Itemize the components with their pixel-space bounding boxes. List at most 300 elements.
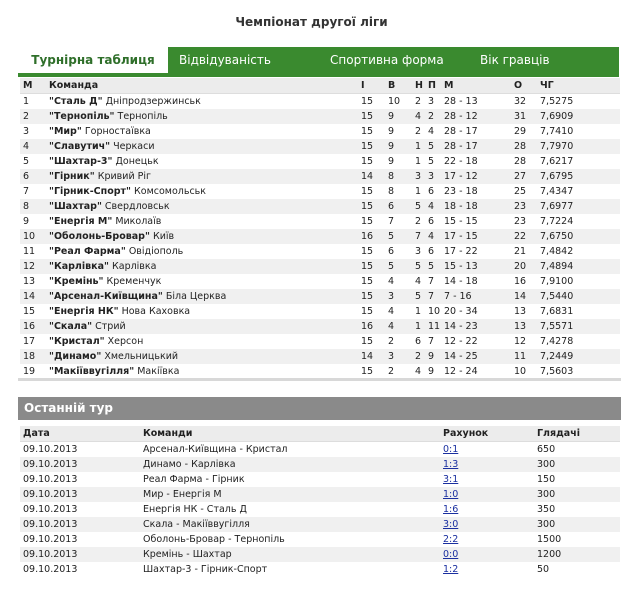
match-teams: Шахтар-3 - Гірник-Спорт	[140, 562, 440, 577]
played-cell: 14	[358, 349, 385, 364]
played-cell: 15	[358, 124, 385, 139]
team-cell	[46, 169, 358, 184]
played-cell: 15	[358, 94, 385, 110]
wins-cell: 6	[385, 244, 412, 259]
played-cell: 15	[358, 364, 385, 379]
draws-cell: 4	[412, 109, 425, 124]
avg-cell: 7,6217	[537, 154, 620, 169]
match-row	[20, 487, 620, 502]
match-row	[20, 457, 620, 472]
standings-row	[20, 199, 620, 214]
losses-cell: 11	[425, 319, 441, 334]
score-cell	[440, 547, 534, 562]
match-row	[20, 547, 620, 562]
standings-row	[20, 169, 620, 184]
wins-cell: 4	[385, 304, 412, 319]
team-cell	[46, 154, 358, 169]
team-name[interactable]: "Арсенал-Київщина"	[49, 291, 163, 302]
losses-cell: 7	[425, 334, 441, 349]
played-cell: 15	[358, 154, 385, 169]
losses-cell: 7	[425, 274, 441, 289]
team-city: Комсомольськ	[134, 186, 207, 197]
team-cell	[46, 364, 358, 379]
match-attendance: 50	[534, 562, 620, 577]
last-round-title: Останній тур	[24, 401, 114, 415]
standings-row	[20, 274, 620, 289]
wins-cell: 9	[385, 154, 412, 169]
team-name[interactable]: "Скала"	[49, 321, 93, 332]
wins-cell: 4	[385, 274, 412, 289]
draws-cell: 1	[412, 139, 425, 154]
draws-cell: 1	[412, 184, 425, 199]
col-header-played: І	[358, 78, 385, 94]
draws-cell: 2	[412, 349, 425, 364]
team-city: Нова Каховка	[121, 306, 191, 317]
team-city: Свердловськ	[104, 201, 170, 212]
standings-row	[20, 139, 620, 154]
position-cell: 9	[20, 214, 46, 229]
goals-cell: 15 - 15	[441, 214, 511, 229]
points-cell: 10	[511, 364, 537, 379]
position-cell: 10	[20, 229, 46, 244]
avg-cell: 7,5275	[537, 94, 620, 110]
match-attendance: 1200	[534, 547, 620, 562]
goals-cell: 17 - 12	[441, 169, 511, 184]
wins-cell: 9	[385, 109, 412, 124]
tab-player-age[interactable]: Вік гравців	[480, 53, 550, 67]
match-attendance: 1500	[534, 532, 620, 547]
position-cell: 14	[20, 289, 46, 304]
standings-table	[20, 78, 620, 379]
goals-cell: 14 - 23	[441, 319, 511, 334]
losses-cell: 3	[425, 94, 441, 110]
points-cell: 32	[511, 94, 537, 110]
avg-cell: 7,6750	[537, 229, 620, 244]
col-header-draws: Н	[412, 78, 425, 94]
tab-form[interactable]: Спортивна форма	[330, 53, 444, 67]
tab-standings[interactable]: Турнірна таблиця	[18, 47, 168, 74]
col-header-team: Команда	[46, 78, 358, 94]
goals-cell: 12 - 24	[441, 364, 511, 379]
team-city: Карлівка	[112, 261, 157, 272]
draws-cell: 1	[412, 304, 425, 319]
team-city: Черкаси	[113, 141, 155, 152]
match-teams: Оболонь-Бровар - Тернопіль	[140, 532, 440, 547]
avg-cell: 7,4842	[537, 244, 620, 259]
match-date: 09.10.2013	[20, 457, 140, 472]
standings-row	[20, 214, 620, 229]
draws-cell: 7	[412, 229, 425, 244]
played-cell: 15	[358, 184, 385, 199]
standings-row	[20, 289, 620, 304]
team-city: Стрий	[95, 321, 126, 332]
team-cell	[46, 184, 358, 199]
points-cell: 13	[511, 304, 537, 319]
losses-cell: 10	[425, 304, 441, 319]
match-date: 09.10.2013	[20, 487, 140, 502]
goals-cell: 18 - 18	[441, 199, 511, 214]
col-header-date: Дата	[20, 426, 140, 442]
standings-row	[20, 124, 620, 139]
match-score-link[interactable]: 3:1	[443, 474, 459, 485]
last-round-header-row	[20, 426, 620, 442]
team-city: Дніпродзержинськ	[105, 96, 201, 107]
points-cell: 20	[511, 259, 537, 274]
standings-row	[20, 244, 620, 259]
draws-cell: 1	[412, 154, 425, 169]
goals-cell: 7 - 16	[441, 289, 511, 304]
team-name[interactable]: "Гірник-Спорт"	[49, 186, 131, 197]
played-cell: 15	[358, 244, 385, 259]
match-row	[20, 517, 620, 532]
losses-cell: 9	[425, 349, 441, 364]
match-score-link[interactable]: 1:0	[443, 489, 459, 500]
position-cell: 4	[20, 139, 46, 154]
goals-cell: 28 - 17	[441, 124, 511, 139]
played-cell: 15	[358, 199, 385, 214]
standings-row	[20, 184, 620, 199]
team-name[interactable]: "Тернопіль"	[49, 111, 115, 122]
draws-cell: 2	[412, 94, 425, 110]
wins-cell: 3	[385, 349, 412, 364]
last-round-table	[20, 426, 620, 577]
match-row	[20, 502, 620, 517]
goals-cell: 15 - 13	[441, 259, 511, 274]
match-teams: Кремінь - Шахтар	[140, 547, 440, 562]
position-cell: 5	[20, 154, 46, 169]
goals-cell: 14 - 25	[441, 349, 511, 364]
points-cell: 22	[511, 229, 537, 244]
last-round-bar	[18, 397, 621, 420]
match-score-link[interactable]: 1:2	[443, 564, 459, 575]
points-cell: 21	[511, 244, 537, 259]
team-cell	[46, 229, 358, 244]
avg-cell: 7,5571	[537, 319, 620, 334]
played-cell: 15	[358, 109, 385, 124]
team-city: Овідіополь	[128, 246, 184, 257]
match-date: 09.10.2013	[20, 442, 140, 458]
avg-cell: 7,7970	[537, 139, 620, 154]
standings-row	[20, 154, 620, 169]
team-cell	[46, 244, 358, 259]
losses-cell: 5	[425, 139, 441, 154]
played-cell: 16	[358, 229, 385, 244]
team-name[interactable]: "Карлівка"	[49, 261, 109, 272]
match-teams: Енергія НК - Сталь Д	[140, 502, 440, 517]
wins-cell: 3	[385, 289, 412, 304]
team-name[interactable]: "Реал Фарма"	[49, 246, 126, 257]
losses-cell: 3	[425, 169, 441, 184]
match-row	[20, 442, 620, 458]
team-cell	[46, 289, 358, 304]
wins-cell: 9	[385, 124, 412, 139]
team-city: Херсон	[107, 336, 144, 347]
col-header-attendance: Глядачі	[534, 426, 620, 442]
position-cell: 15	[20, 304, 46, 319]
team-name[interactable]: "Сталь Д"	[49, 96, 103, 107]
points-cell: 23	[511, 214, 537, 229]
avg-cell: 7,7410	[537, 124, 620, 139]
points-cell: 12	[511, 334, 537, 349]
team-cell	[46, 274, 358, 289]
col-header-score: Рахунок	[440, 426, 534, 442]
standings-header-row	[20, 78, 620, 94]
wins-cell: 4	[385, 319, 412, 334]
match-row	[20, 472, 620, 487]
wins-cell: 8	[385, 169, 412, 184]
team-cell	[46, 124, 358, 139]
played-cell: 15	[358, 334, 385, 349]
wins-cell: 8	[385, 184, 412, 199]
wins-cell: 10	[385, 94, 412, 110]
losses-cell: 4	[425, 124, 441, 139]
team-cell	[46, 139, 358, 154]
position-cell: 12	[20, 259, 46, 274]
avg-cell: 7,5603	[537, 364, 620, 379]
position-cell: 6	[20, 169, 46, 184]
match-score-link[interactable]: 0:1	[443, 444, 459, 455]
score-cell	[440, 442, 534, 458]
points-cell: 31	[511, 109, 537, 124]
team-name[interactable]: "Енергія НК"	[49, 306, 119, 317]
match-row	[20, 532, 620, 547]
team-name[interactable]: "Оболонь-Бровар"	[49, 231, 150, 242]
losses-cell: 5	[425, 154, 441, 169]
draws-cell: 5	[412, 199, 425, 214]
avg-cell: 7,6831	[537, 304, 620, 319]
match-row	[20, 562, 620, 577]
team-city: Кременчук	[106, 276, 162, 287]
team-cell	[46, 214, 358, 229]
points-cell: 27	[511, 169, 537, 184]
match-score-link[interactable]: 1:6	[443, 504, 459, 515]
losses-cell: 9	[425, 364, 441, 379]
goals-cell: 28 - 12	[441, 109, 511, 124]
points-cell: 16	[511, 274, 537, 289]
points-cell: 25	[511, 184, 537, 199]
draws-cell: 4	[412, 364, 425, 379]
match-score-link[interactable]: 3:0	[443, 519, 459, 530]
draws-cell: 6	[412, 334, 425, 349]
team-name[interactable]: "Шахтар"	[49, 201, 102, 212]
points-cell: 29	[511, 124, 537, 139]
team-city: Київ	[152, 231, 175, 242]
avg-cell: 7,6977	[537, 199, 620, 214]
team-name[interactable]: "Славутич"	[49, 141, 111, 152]
played-cell: 16	[358, 319, 385, 334]
points-cell: 11	[511, 349, 537, 364]
team-cell	[46, 94, 358, 110]
match-attendance: 300	[534, 517, 620, 532]
draws-cell: 2	[412, 214, 425, 229]
match-attendance: 350	[534, 502, 620, 517]
standings-row	[20, 364, 620, 379]
losses-cell: 4	[425, 199, 441, 214]
col-header-wins: В	[385, 78, 412, 94]
page-title: Чемпіонат другої ліги	[235, 15, 388, 29]
match-date: 09.10.2013	[20, 472, 140, 487]
score-cell	[440, 517, 534, 532]
standings-row	[20, 109, 620, 124]
team-cell	[46, 334, 358, 349]
position-cell: 3	[20, 124, 46, 139]
avg-cell: 7,4278	[537, 334, 620, 349]
played-cell: 15	[358, 139, 385, 154]
col-header-position: М	[20, 78, 46, 94]
team-cell	[46, 259, 358, 274]
score-cell	[440, 487, 534, 502]
team-city: Макіївка	[137, 366, 180, 377]
match-attendance: 300	[534, 487, 620, 502]
wins-cell: 2	[385, 334, 412, 349]
losses-cell: 7	[425, 289, 441, 304]
position-cell: 16	[20, 319, 46, 334]
standings-row	[20, 334, 620, 349]
avg-cell: 7,6909	[537, 109, 620, 124]
match-teams: Реал Фарма - Гірник	[140, 472, 440, 487]
played-cell: 15	[358, 214, 385, 229]
goals-cell: 20 - 34	[441, 304, 511, 319]
team-city: Хмельницький	[104, 351, 179, 362]
draws-cell: 5	[412, 289, 425, 304]
wins-cell: 2	[385, 364, 412, 379]
standings-row	[20, 229, 620, 244]
points-cell: 14	[511, 289, 537, 304]
draws-cell: 5	[412, 259, 425, 274]
draws-cell: 2	[412, 124, 425, 139]
goals-cell: 23 - 18	[441, 184, 511, 199]
table-divider	[18, 378, 621, 381]
wins-cell: 6	[385, 199, 412, 214]
position-cell: 1	[20, 94, 46, 110]
team-name[interactable]: "Динамо"	[49, 351, 102, 362]
avg-cell: 7,7224	[537, 214, 620, 229]
match-teams: Динамо - Карлівка	[140, 457, 440, 472]
standings-row	[20, 349, 620, 364]
position-cell: 11	[20, 244, 46, 259]
goals-cell: 12 - 22	[441, 334, 511, 349]
score-cell	[440, 532, 534, 547]
points-cell: 13	[511, 319, 537, 334]
match-score-link[interactable]: 2:2	[443, 534, 459, 545]
losses-cell: 6	[425, 184, 441, 199]
standings-row	[20, 304, 620, 319]
col-header-goals: М	[441, 78, 511, 94]
match-teams: Мир - Енергія М	[140, 487, 440, 502]
col-header-avg: ЧГ	[537, 78, 620, 94]
match-teams: Скала - Макіїввугілля	[140, 517, 440, 532]
col-header-teams: Команди	[140, 426, 440, 442]
match-date: 09.10.2013	[20, 502, 140, 517]
score-cell	[440, 562, 534, 577]
avg-cell: 7,6795	[537, 169, 620, 184]
played-cell: 15	[358, 304, 385, 319]
match-date: 09.10.2013	[20, 562, 140, 577]
team-name[interactable]: "Енергія М"	[49, 216, 113, 227]
points-cell: 28	[511, 139, 537, 154]
goals-cell: 17 - 22	[441, 244, 511, 259]
match-score-link[interactable]: 0:0	[443, 549, 459, 560]
team-city: Миколаїв	[115, 216, 162, 227]
match-teams: Арсенал-Київщина - Кристал	[140, 442, 440, 458]
points-cell: 23	[511, 199, 537, 214]
wins-cell: 7	[385, 214, 412, 229]
match-attendance: 650	[534, 442, 620, 458]
played-cell: 14	[358, 169, 385, 184]
team-cell	[46, 319, 358, 334]
standings-row	[20, 259, 620, 274]
tab-bar	[18, 47, 619, 73]
team-name[interactable]: "Мир"	[49, 126, 82, 137]
draws-cell: 4	[412, 274, 425, 289]
standings-row	[20, 94, 620, 110]
team-cell	[46, 109, 358, 124]
losses-cell: 6	[425, 214, 441, 229]
col-header-losses: П	[425, 78, 441, 94]
match-attendance: 150	[534, 472, 620, 487]
match-date: 09.10.2013	[20, 547, 140, 562]
goals-cell: 14 - 18	[441, 274, 511, 289]
team-city: Горностаївка	[84, 126, 151, 137]
tab-attendance[interactable]: Відвідуваність	[179, 53, 271, 67]
score-cell	[440, 457, 534, 472]
goals-cell: 28 - 13	[441, 94, 511, 110]
points-cell: 28	[511, 154, 537, 169]
score-cell	[440, 502, 534, 517]
position-cell: 18	[20, 349, 46, 364]
position-cell: 17	[20, 334, 46, 349]
avg-cell: 7,4894	[537, 259, 620, 274]
position-cell: 8	[20, 199, 46, 214]
team-name[interactable]: "Кристал"	[49, 336, 105, 347]
position-cell: 2	[20, 109, 46, 124]
played-cell: 15	[358, 259, 385, 274]
team-name[interactable]: "Шахтар-3"	[49, 156, 113, 167]
team-name[interactable]: "Кремінь"	[49, 276, 104, 287]
match-attendance: 300	[534, 457, 620, 472]
team-city: Кривий Ріг	[97, 171, 151, 182]
wins-cell: 5	[385, 229, 412, 244]
col-header-points: О	[511, 78, 537, 94]
team-name[interactable]: "Гірник"	[49, 171, 95, 182]
draws-cell: 1	[412, 319, 425, 334]
wins-cell: 9	[385, 139, 412, 154]
team-name[interactable]: "Макіїввугілля"	[49, 366, 135, 377]
avg-cell: 7,4347	[537, 184, 620, 199]
avg-cell: 7,9100	[537, 274, 620, 289]
goals-cell: 17 - 15	[441, 229, 511, 244]
position-cell: 19	[20, 364, 46, 379]
team-cell	[46, 304, 358, 319]
played-cell: 15	[358, 274, 385, 289]
avg-cell: 7,5440	[537, 289, 620, 304]
losses-cell: 6	[425, 244, 441, 259]
match-score-link[interactable]: 1:3	[443, 459, 459, 470]
losses-cell: 2	[425, 109, 441, 124]
team-cell	[46, 199, 358, 214]
draws-cell: 3	[412, 244, 425, 259]
avg-cell: 7,2449	[537, 349, 620, 364]
match-date: 09.10.2013	[20, 532, 140, 547]
tab-underline	[18, 73, 619, 77]
goals-cell: 22 - 18	[441, 154, 511, 169]
standings-row	[20, 319, 620, 334]
team-cell	[46, 349, 358, 364]
losses-cell: 5	[425, 259, 441, 274]
draws-cell: 3	[412, 169, 425, 184]
position-cell: 7	[20, 184, 46, 199]
losses-cell: 4	[425, 229, 441, 244]
